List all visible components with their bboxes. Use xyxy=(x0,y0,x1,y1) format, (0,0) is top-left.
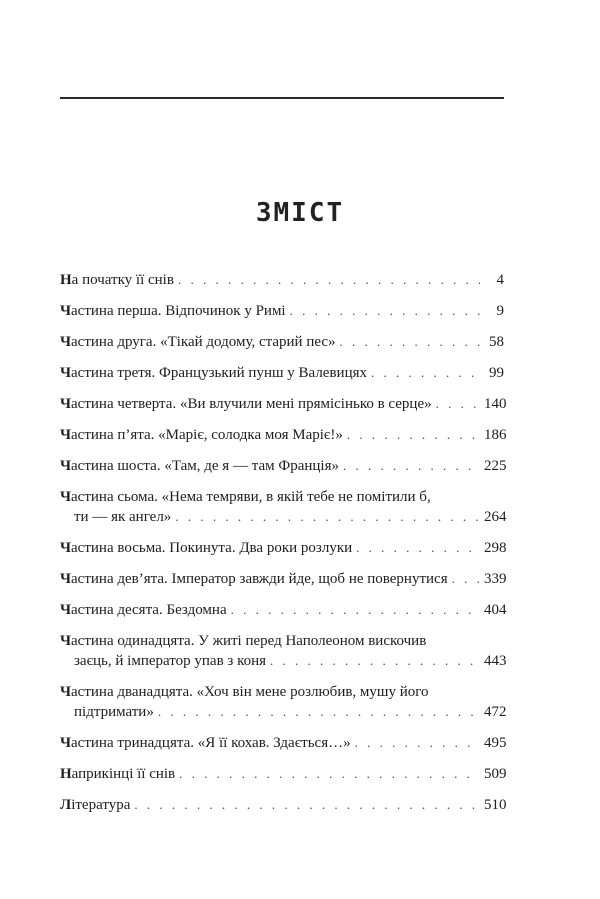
toc-entry[interactable] xyxy=(60,600,507,620)
dot-leader xyxy=(270,651,480,671)
toc-entry-title: Частина шоста. «Там, де я — там Франція» xyxy=(60,458,339,474)
toc-entry-page: 339 xyxy=(484,571,507,587)
toc-entry[interactable] xyxy=(60,394,507,414)
toc-entry-title: Частина третя. Французький пунш у Валевицях xyxy=(60,365,368,381)
toc-entry[interactable] xyxy=(60,301,504,321)
dot-leader xyxy=(356,538,480,558)
toc-entry-page: 443 xyxy=(484,653,507,669)
toc-entry-page: 404 xyxy=(484,602,507,618)
dot-leader xyxy=(134,795,480,815)
toc-entry[interactable] xyxy=(60,733,507,753)
dot-leader xyxy=(371,363,480,383)
toc-entry[interactable] xyxy=(60,795,507,815)
table-of-contents xyxy=(60,270,507,826)
toc-entry-title: Частина восьма. Покинута. Два роки розлуки xyxy=(60,540,353,556)
dot-leader xyxy=(178,270,480,290)
toc-entry-title: підтримати» xyxy=(74,704,154,720)
toc-entry-page: 9 xyxy=(496,303,504,319)
toc-entry-title: Частина тринадцята. «Я її кохав. Здається…» xyxy=(60,735,351,751)
toc-entry-title: ти — як ангел» xyxy=(74,509,172,525)
toc-entry-page: 472 xyxy=(484,704,507,720)
toc-entry-title: Частина п’ята. «Маріє, солодка моя Маріє!» xyxy=(60,427,343,443)
toc-entry-page: 225 xyxy=(484,458,507,474)
dot-leader xyxy=(355,733,480,753)
toc-entry-page: 509 xyxy=(484,766,507,782)
dot-leader xyxy=(340,332,480,352)
toc-entry-title: Література xyxy=(60,797,131,813)
toc-entry[interactable] xyxy=(60,538,507,558)
toc-entry-title: Наприкінці її снів xyxy=(60,766,176,782)
toc-entry-page: 264 xyxy=(484,509,507,525)
toc-entry-title: Частина четверта. «Ви влучили мені прямісінько в серце» xyxy=(60,396,432,412)
toc-entry[interactable] xyxy=(60,270,504,290)
dot-leader xyxy=(231,600,480,620)
toc-entry-page: 298 xyxy=(484,540,507,556)
toc-entry-title: Частина дев’ята. Імператор завжди йде, щоб не повернутися xyxy=(60,571,448,587)
toc-entry[interactable] xyxy=(60,764,507,784)
dot-leader xyxy=(290,301,480,321)
toc-entry[interactable] xyxy=(60,487,507,527)
toc-entry-title: Частина одинадцята. У житі перед Наполеоном вискочив xyxy=(60,633,427,649)
dot-leader xyxy=(343,456,480,476)
dot-leader xyxy=(179,764,480,784)
toc-entry-page: 4 xyxy=(496,272,504,288)
page-title: ЗМІСТ xyxy=(255,198,345,228)
toc-entry[interactable] xyxy=(60,425,507,445)
toc-entry-page: 510 xyxy=(484,797,507,813)
dot-leader xyxy=(452,569,480,589)
toc-entry-title: Частина сьома. «Нема темряви, в якій тебе не помітили б, xyxy=(60,489,431,505)
dot-leader xyxy=(175,507,480,527)
toc-entry-page: 186 xyxy=(484,427,507,443)
toc-entry[interactable] xyxy=(60,456,507,476)
toc-entry-title: Частина дванадцята. «Хоч він мене розлюбив, мушу його xyxy=(60,684,429,700)
toc-entry-title: Частина друга. «Тікай додому, старий пес» xyxy=(60,334,336,350)
dot-leader xyxy=(347,425,480,445)
dot-leader xyxy=(436,394,480,414)
toc-entry-title: На початку її снів xyxy=(60,272,174,288)
toc-entry[interactable] xyxy=(60,569,507,589)
toc-entry-title: заєць, й імператор упав з коня xyxy=(74,653,267,669)
toc-entry-page: 495 xyxy=(484,735,507,751)
top-rule xyxy=(60,97,504,99)
toc-entry[interactable] xyxy=(60,631,507,671)
toc-entry-title: Частина перша. Відпочинок у Римі xyxy=(60,303,286,319)
dot-leader xyxy=(158,702,480,722)
toc-entry-page: 58 xyxy=(489,334,504,350)
toc-entry[interactable] xyxy=(60,363,504,383)
toc-entry-page: 99 xyxy=(489,365,504,381)
toc-entry-page: 140 xyxy=(484,396,507,412)
toc-entry-title: Частина десята. Бездомна xyxy=(60,602,227,618)
toc-entry[interactable] xyxy=(60,332,504,352)
toc-entry[interactable] xyxy=(60,682,507,722)
